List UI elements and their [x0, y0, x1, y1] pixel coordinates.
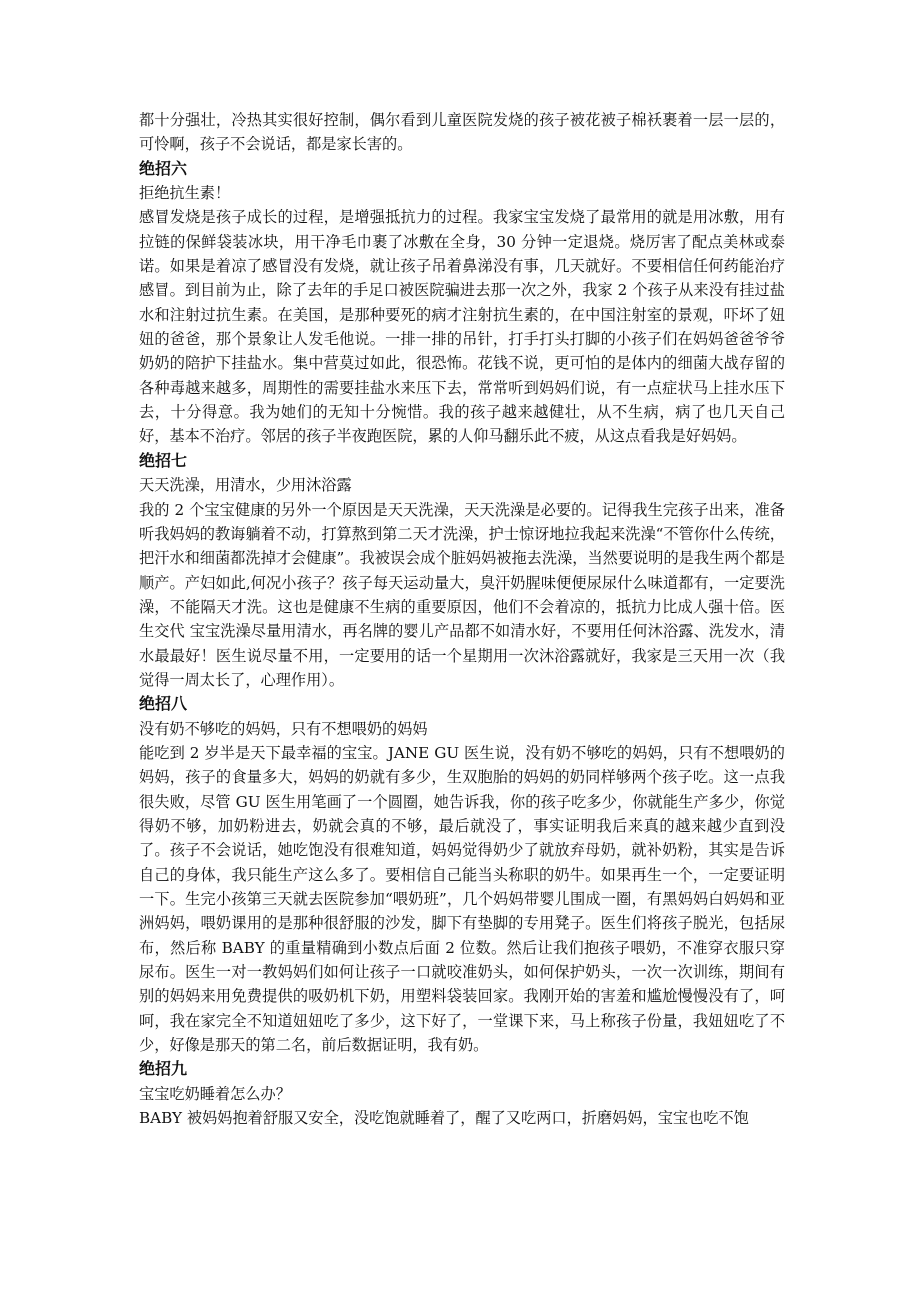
section-heading: 绝招七 [139, 450, 188, 470]
intro-paragraph: 都十分强壮，冷热其实很好控制，偶尔看到儿童医院发烧的孩子被花被子棉袄裹着一层一层的，可怜啊，孩子不会说话，都是家长害的。 [139, 111, 785, 154]
section-body: 能吃到 2 岁半是天下最幸福的宝宝。JANE GU 医生说，没有奶不够吃的妈妈，只有不想喂奶的妈妈，孩子的食量多大，妈妈的奶就有多少，生双胞胎的妈妈的奶同样够两个孩子吃。这一点我很失败，尽管 GU 医生用笔画了一个圆圈，她告诉我，你的孩子吃多少，你就能生产多少，你觉得奶不够，加奶粉进去，奶就会真的不够，最后就没了，事实证明我后来真的越来越少直到没了。孩子不会说话，她吃饱没有很难知道，妈妈觉得奶少了就放弃母奶，就补奶粉，其实是告诉自己的身体，我只能生产这么多了。要相信自己能当头称职的奶牛。如果再生一个，一定要证明一下。生完小孩第三天就去医院参加“喂奶班”，几个妈妈带婴儿围成一圈，有黑妈妈白妈妈和亚洲妈妈，喂奶课用的是那种很舒服的沙发，脚下有垫脚的专用凳子。医生们将孩子脱光，包括尿布，然后称 BABY 的重量精确到小数点后面 2 位数。然后让我们抱孩子喂奶，不准穿衣服只穿尿布。医生一对一教妈妈们如何让孩子一口就咬准奶头，如何保护奶头，一次一次训练，期间有别的妈妈来用免费提供的吸奶机下奶，用塑料袋装回家。我刚开始的害羞和尴尬慢慢没有了，呵呵，我在家完全不知道妞妞吃了多少，这下好了，一堂课下来，马上称孩子份量，我妞妞吃了不少，好像是那天的第二名，前后数据证明，我有奶。 [139, 743, 785, 1055]
section-heading: 绝招九 [139, 1059, 188, 1079]
section-body: 我的 2 个宝宝健康的另外一个原因是天天洗澡，天天洗澡是必要的。记得我生完孩子出来，准备听我妈妈的教诲躺着不动，打算熬到第二天才洗澡，护士惊讶地拉我起来洗澡“不管你什么传统，把汗水和细菌都洗掉才会健康”。我被误会成个脏妈妈被拖去洗澡，当然要说明的是我生两个都是顺产。产妇如此,何况小孩子？孩子每天运动量大，臭汗奶腥味便便尿尿什么味道都有，一定要洗澡，不能隔天才洗。这也是健康不生病的重要原因，他们不会着凉的，抵抗力比成人强十倍。医生交代 宝宝洗澡尽量用清水，再名牌的婴儿产品都不如清水好，不要用任何沐浴露、洗发水，清水最最好！医生说尽量不用，一定要用的话一个星期用一次沐浴露就好，我家是三天用一次（我觉得一周太长了，心理作用）。 [139, 500, 785, 689]
section-9 [139, 1057, 785, 1130]
section-8 [139, 692, 785, 1057]
section-6 [139, 157, 785, 449]
section-subtitle: 没有奶不够吃的妈妈，只有不想喂奶的妈妈 [139, 719, 428, 738]
section-body: 感冒发烧是孩子成长的过程，是增强抵抗力的过程。我家宝宝发烧了最常用的就是用冰敷，用有拉链的保鲜袋装冰块，用干净毛巾裹了冰敷在全身，30 分钟一定退烧。烧厉害了配点美林或泰诺。如果是着凉了感冒没有发烧，就让孩子吊着鼻涕没有事，几天就好。不要相信任何药能治疗感冒。到目前为止，除了去年的手足口被医院骗进去那一次之外，我家 2 个孩子从来没有挂过盐水和注射过抗生素。在美国，是那种要死的病才注射抗生素的，在中国注射室的景观，吓坏了妞妞的爸爸，那个景象让人发毛他说。一排一排的吊针，打手打头打脚的小孩子们在妈妈爸爸爷爷奶奶的陪护下挂盐水。集中营莫过如此，很恐怖。花钱不说，更可怕的是体内的细菌大战存留的各种毒越来越多，周期性的需要挂盐水来压下去，常常听到妈妈们说，有一点症状马上挂水压下去，十分得意。我为她们的无知十分惋惜。我的孩子越来越健壮，从不生病，病了也几天自己好，基本不治疗。邻居的孩子半夜跑医院，累的人仰马翻乐此不疲，从这点看我是好妈妈。 [139, 208, 785, 446]
document-page [139, 108, 785, 1130]
section-7 [139, 449, 785, 692]
section-heading: 绝招六 [139, 158, 188, 178]
section-subtitle: 拒绝抗生素！ [139, 184, 231, 203]
section-subtitle: 宝宝吃奶睡着怎么办？ [139, 1084, 291, 1103]
section-body: BABY 被妈妈抱着舒服又安全，没吃饱就睡着了，醒了又吃两口，折磨妈妈，宝宝也吃不饱 [139, 1109, 749, 1128]
section-subtitle: 天天洗澡，用清水，少用沐浴露 [139, 476, 352, 495]
section-heading: 绝招八 [139, 694, 188, 714]
